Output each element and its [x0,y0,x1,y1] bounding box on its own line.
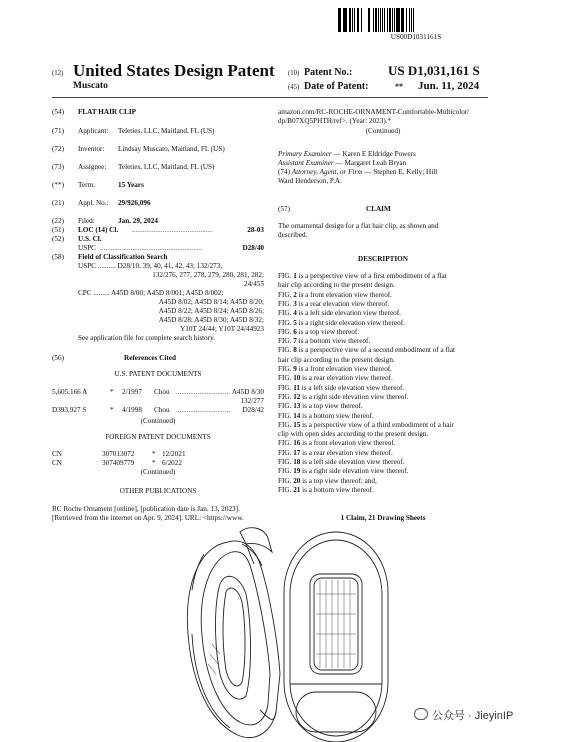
description-line: FIG. 12 is a right side elevation view thereof. [278,392,409,401]
us-doc-cell: 4/1998 [122,406,142,414]
description-line: FIG. 16 is a front elevation view thereof. [278,439,396,448]
primary-examiner: Primary Examiner — Karen E Eldridge Powers [278,150,416,158]
description-line: hair clip according to the present design. [278,355,395,364]
patent-title: United States Design Patent [73,61,275,80]
foreign-doc-cell: 6/2022 [162,459,182,467]
perspective-view [187,528,280,738]
description-line: FIG. 9 is a front elevation view thereof. [278,365,392,373]
foreign-doc-cell: 307409779 [102,459,135,467]
us-doc-cell: * [110,388,114,396]
inventor-short: Muscato [73,81,108,91]
foreign-doc-cell: 12/2021 [162,450,186,458]
description-line: FIG. 19 is a right side elevation view thereof. [278,467,409,476]
description-line: FIG. 6 is a top view thereof. [278,327,360,336]
foreign-docs-title: FOREIGN PATENT DOCUMENTS [105,433,211,441]
barcode [338,8,494,32]
cpc-class-line: CPC ......... A45D 8/00; A45D 8/001; A45D 8/002; [78,289,224,297]
claim-line-1: The ornamental design for a flat hair clip, as shown and [278,222,439,230]
description-title: DESCRIPTION [358,255,408,263]
us-doc-class: A45D 8/30 [231,388,264,396]
foreign-doc-cell: 307013072 [102,450,135,458]
right-continued: (Continued) [365,127,401,135]
date-code: (45) [288,84,300,91]
wechat-icon [414,708,428,720]
header-divider [52,97,488,98]
description-line: FIG. 7 is a bottom view thereof. [278,337,371,346]
date-marker: ** [395,82,403,91]
other-pub-line-2: [Retrieved from the internet on Apr. 9, 2024]. URL: <https://www. [52,514,244,522]
us-docs-title: U.S. PATENT DOCUMENTS [114,370,202,378]
foreign-continued: (Continued) [140,468,176,476]
us-doc-cell: 2/1997 [122,388,142,396]
us-doc-cell: Chou [154,406,170,414]
cpc-class-line: A45D 8/02; A45D 8/14; A45D 8/20; [158,298,264,306]
claims-footer: 1 Claim, 21 Drawing Sheets [340,514,426,522]
foreign-doc-cell: * [152,459,156,467]
right-column: amazon.com/RC-ROCHE-ORNAMENT-Comfortable-Multicolor/ dp/B07XQ5PHTH/ref>. (Year: 2023).* (Continued) Primary Examiner — Karen E Eldridge Powers Assistant Examiner — Margaret Leah Bryan (74) Attorney, Agent, or Firm — Stephen E. Kelly; Hill Ward Henderson, P.A. (57) CLAIM The ornamental design for a flat hair clip, as shown and described. DESCRIPTION FIG. 1 is a perspective view of a first embodiment of a flat hair clip according to the present design. FIG. 2 is a front elevation view thereof. FIG. 3 is a rear elevation view thereof. FIG. 4 is a left side elevation view thereof. FIG. 5 is a right side elevation view thereof. FIG. 6 is a top view thereof. FIG. 7 is a bottom view thereof. FIG. 8 is a perspective view of a second embodiment of a flat hair clip according to the present design. FIG. 9 is a front elevation view thereof. FIG. 10 is a rear elevation view thereof. FIG. 11 is a left side elevation view thereof. FIG. 12 is a right side elevation view thereof. FIG. 13 is a top view thereof. FIG. 14 is a bottom view thereof. FIG. 15 is a perspective view of a third embodiment of a hair clip with open sides according to the present design. FIG. 16 is a front elevation view thereof. FIG. 17 is a rear elevation view thereof. FIG. 18 is a left side elevation view thereof. FIG. 19 is a right side elevation view thereof. FIG. 20 is a top view thereof; and, FIG. 21 is a bottom view thereof. 1 Claim, 21 Drawing Sheets [278,108,488,528]
patent-number: US D1,031,161 S [388,63,480,78]
cpc-class-line: A45D 8/28; A45D 8/30; A45D 8/32; [158,316,264,324]
watermark-text: 公众号 · JieyinIP [432,710,514,722]
hair-clip-drawing [180,524,400,742]
us-doc-class-extra: 132/277 [240,397,264,405]
description-line: FIG. 20 is a top view thereof; and, [278,476,377,485]
header-code: (12) [52,70,64,77]
date-label: Date of Patent: [304,81,369,92]
foreign-doc-cell: CN [52,450,62,458]
description-line: FIG. 10 is a rear elevation view thereof. [278,374,393,383]
description-line: FIG. 11 is a left side elevation view thereof. [278,383,405,392]
description-line: hair clip according to the present design. [278,281,395,290]
us-doc-cell: 5,605,166 A [52,388,88,396]
patent-no-code: (10) [288,70,300,77]
other-pubs-title: OTHER PUBLICATIONS [119,487,197,495]
description-line: FIG. 1 is a perspective view of a first embodiment of a flat [278,272,447,280]
uspc-class-line: 132/276, 277, 278, 279, 280, 281, 282; [152,271,264,279]
description-line: FIG. 3 is a rear elevation view thereof. [278,299,390,308]
description-line: FIG. 18 is a left side elevation view thereof. [278,458,405,466]
description-line: FIG. 15 is a perspective view of a third embodiment of a hair [278,420,454,429]
patent-date: Jun. 11, 2024 [418,80,480,92]
description-line: FIG. 5 is a right side elevation view thereof. [278,318,405,327]
uspc-class-line: USPC .......... D28/10, 39, 40, 41, 42, 43; 132/273, [78,262,223,270]
us-doc-cell: * [110,406,114,414]
description-line: FIG. 17 is a rear elevation view thereof. [278,448,393,457]
patent-no-label: Patent No.: [304,67,353,78]
description-line: FIG. 8 is a perspective view of a second embodiment of a flat [278,346,456,355]
other-pub-cont-1: amazon.com/RC-ROCHE-ORNAMENT-Comfortable-Multicolor/ [278,108,470,116]
references-section: (56) References Cited U.S. PATENT DOCUMENTS 5,605,166 A * 2/1997 Chou .............................. A45D 8/30 132/277 D393,927 S * 4/1998 Chou .............................. D28/42 (Continued) FOREIGN PATENT DOCUMENTS CN 307013072 * 12/2021 CN 307409779 * 6/2022 (Continued) OTHER PUBLICATIONS RC Roche Ornament [online], [publication date is Jan. 13, 2023]. [Retrieved from the internet on Apr. 9, 2024]. URL: <https://www. [52,354,264,522]
foreign-doc-cell: CN [52,459,62,467]
cpc-class-line: A45D 8/22; A45D 8/24; A45D 8/26; [158,307,264,315]
attorney: (74) Attorney, Agent, or Firm — Stephen E. Kelly; Hill [278,168,438,176]
left-column: (54) FLAT HAIR CLIP (71) Applicant: Teleties, LLC, Maitland, FL (US) (72) Inventor: Lindsay Muscato, Maitland, FL (US) (73) Assignee: Teleties, LLC, Maitland, FL (US) (**) Term: 15 Years (21) Appl. No.: 29/926,096 (22) Filed: Jan. 29, 2024 (51) LOC (14) Cl. ............................................. 28-03 (52) U.S. Cl. USPC ......................................................... D28/40 (58) Field of Classification Search USPC .......... D28/10, 39, 40, 41, 42, 43; 132/273, 132/276, 277, 278, 279, 280, 281, 282; 24/455 CPC ......... A45D 8/00; A45D 8/001; A45D 8/002; A45D 8/02; A45D 8/14; A45D 8/20; A45D 8/22; A45D 8/24; A45D 8/26; A45D 8/28; A45D 8/30; A45D 8/32; Y10T 24/44; Y10T 24/44923 See application file for complete search history. [52,108,264,342]
front-view [284,532,388,742]
description-line: FIG. 21 is a bottom view thereof. [278,485,374,494]
us-doc-class: D28/42 [242,406,264,414]
cpc-class-line: Y10T 24/44; Y10T 24/44923 [180,325,264,333]
uspc-class-line: 24/455 [244,280,264,288]
other-pub-line-1: RC Roche Ornament [online], [publication date is Jan. 13, 2023]. [52,505,240,513]
attorney-line-2: Ward Henderson, P.A. [278,177,342,185]
description-line: FIG. 2 is a front elevation view thereof. [278,290,392,299]
us-doc-cell: D393,927 S [52,406,87,414]
assistant-examiner: Assistant Examiner — Margaret Leah Bryan [278,159,407,167]
foreign-doc-cell: * [152,450,156,458]
description-line: FIG. 13 is a top view thereof. [278,402,363,411]
us-doc-cell: Chou [154,388,170,396]
claim-line-2: described. [278,231,308,239]
description-line: clip with open sides according to the present design. [278,430,429,439]
us-continued: (Continued) [140,417,176,425]
description-line: FIG. 14 is a bottom view thereof. [278,411,374,420]
other-pub-cont-2: dp/B07XQ5PHTH/ref>. (Year: 2023).* [278,117,392,125]
search-history-note: See application file for complete search history. [78,334,216,342]
description-line: FIG. 4 is a left side elevation view thereof. [278,309,401,318]
barcode-bar [413,8,414,32]
barcode-text: US00D1031161S [390,33,442,41]
